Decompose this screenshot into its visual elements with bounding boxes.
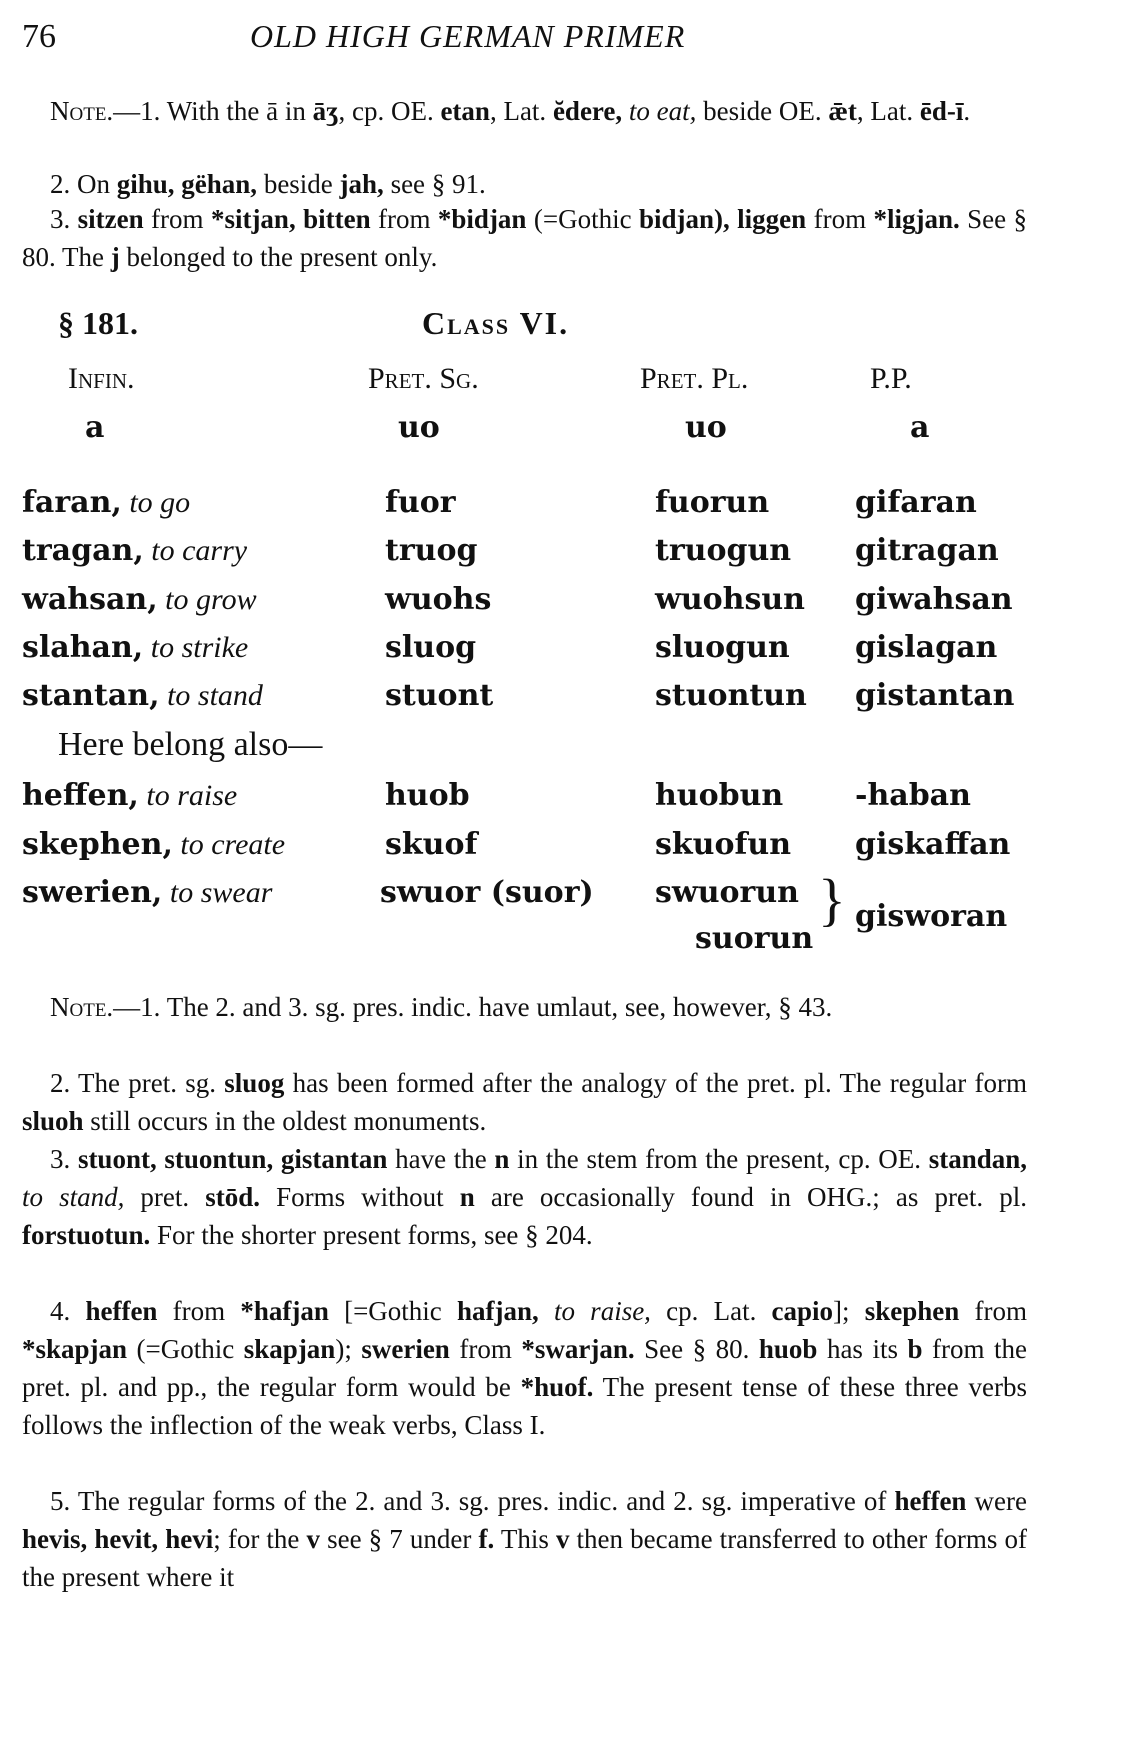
vowel-infin: a xyxy=(85,410,105,445)
note-bottom-1: Note.—1. The 2. and 3. sg. pres. indic. have umlaut, see, however, § 43. xyxy=(50,992,833,1022)
note-top-2: 2. On gihu, gëhan, beside jah, see § 91. xyxy=(50,169,486,199)
brace-icon: } xyxy=(818,867,846,932)
vowel-pp: a xyxy=(910,410,930,445)
table-row: slahan, to strike sluog sluogun gislagan xyxy=(22,630,998,665)
section-number: § 181. xyxy=(58,305,138,341)
here-belong-also: Here belong also— xyxy=(58,726,323,763)
section-title: Class VI. xyxy=(422,305,570,341)
note-top-3: 3. sitzen from *sitjan, bitten from *bidjan (=Gothic bidjan), liggen from *ligjan. See § 80. The j belonged to the present only. xyxy=(22,204,1028,272)
page-header xyxy=(22,18,1022,68)
table-row: tragan, to carry truog truogun gitragan xyxy=(22,533,999,568)
vowel-pret-pl: uo xyxy=(685,410,727,445)
table-row: faran, to go fuor fuorun gifaran xyxy=(22,485,977,520)
note-top-1: Note.—1. With the ā in āʒ, cp. OE. etan, Lat. ĕdere, to eat, beside OE. ǣt, Lat. ēd-ī. xyxy=(50,96,971,126)
col-header-pret-sg: Pret. Sg. xyxy=(368,362,479,395)
note-bottom-3: 3. stuont, stuontun, gistantan have the n in the stem from the present, cp. OE. standan, to stand, pret. stōd. Forms without n are occasionally found in OHG.; as pret. pl. forstuotun. For the shorter present forms, see § 204. xyxy=(22,1144,1027,1250)
page-number: 76 xyxy=(22,18,56,55)
running-title: OLD HIGH GERMAN PRIMER xyxy=(250,18,686,54)
col-header-pp: P.P. xyxy=(870,362,912,395)
note-label: Note.—1. xyxy=(50,96,161,126)
vowel-pret-sg: uo xyxy=(398,410,440,445)
table-row: swerien, to swear swuor (suor) swuorun suorun } gisworan xyxy=(22,867,1008,956)
note-bottom-2: 2. The pret. sg. sluog has been formed after the analogy of the pret. pl. The regular form sluoh still occurs in the oldest monuments. xyxy=(22,1068,1027,1136)
col-header-pret-pl: Pret. Pl. xyxy=(640,362,749,395)
table-row: skephen, to create skuof skuofun giskaffan xyxy=(22,827,1011,862)
note-bottom-5: 5. The regular forms of the 2. and 3. sg. pres. indic. and 2. sg. imperative of heffen were hevis, hevit, hevi; for the v see § 7 under f. This v then became transferred to other forms of the present where it xyxy=(22,1486,1027,1592)
table-row: wahsan, to grow wuohs wuohsun giwahsan xyxy=(22,582,1013,617)
table-row: stantan, to stand stuont stuontun gistantan xyxy=(22,678,1015,713)
table-row: heffen, to raise huob huobun -haban xyxy=(22,778,971,813)
col-header-infin: Infin. xyxy=(68,362,135,395)
note-bottom-4: 4. heffen from *hafjan [=Gothic hafjan, to raise, cp. Lat. capio]; skephen from *skapjan (=Gothic skapjan); swerien from *swarjan. See § 80. huob has its b from the pret. pl. and pp., the regular form would be *huof. The present tense of these three verbs follows the inflection of the weak verbs, Class I. xyxy=(22,1296,1028,1440)
